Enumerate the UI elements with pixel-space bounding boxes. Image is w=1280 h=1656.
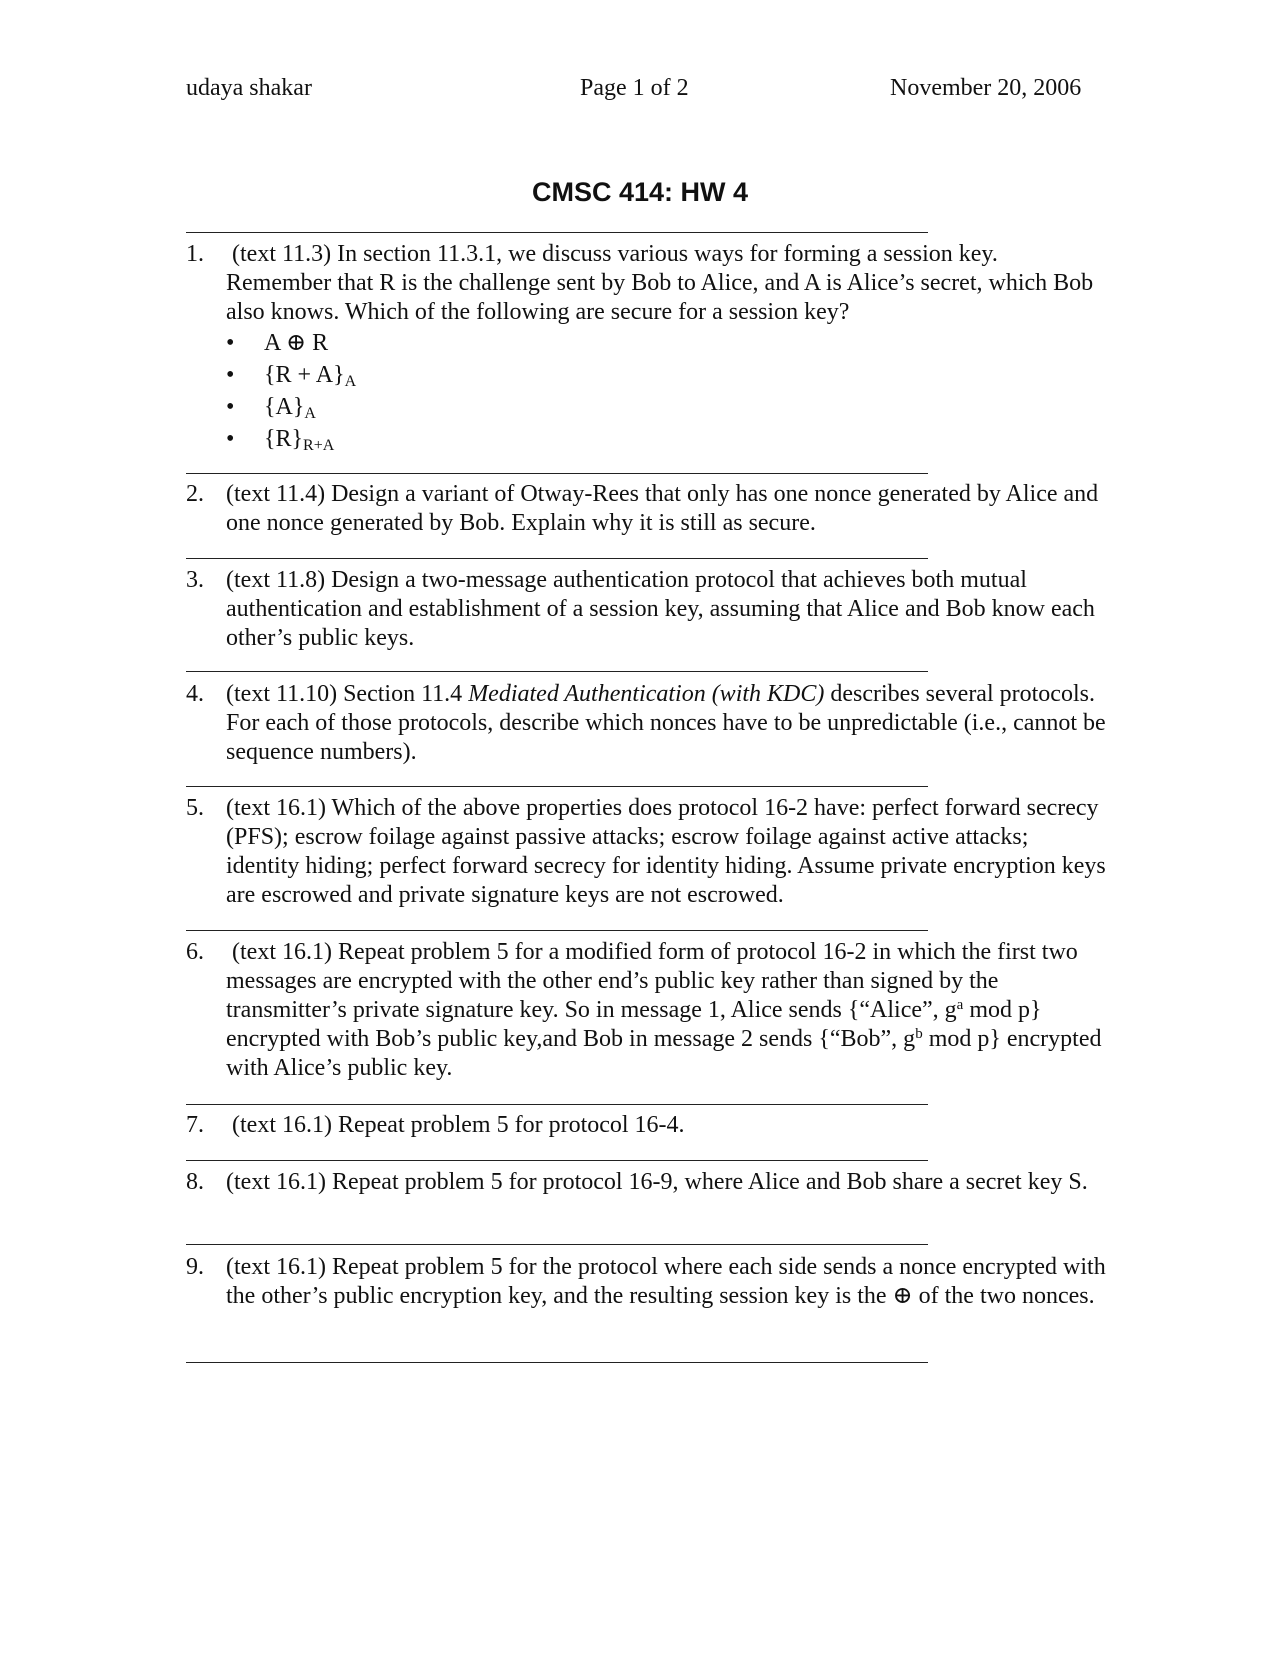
question-text: (text 16.1) Repeat problem 5 for protocol 16-9, where Alice and Bob share a secret key S. [226, 1169, 1088, 1195]
divider-rule [186, 1362, 928, 1363]
header-author: udaya shakar [186, 75, 312, 101]
question-text: (text 11.10) Section 11.4 [226, 681, 469, 707]
question-number: 5. [186, 795, 204, 821]
bullet-icon: • [226, 394, 235, 420]
list-item [226, 423, 1106, 455]
question-number: 1. [186, 241, 204, 267]
question-number: 2. [186, 481, 204, 507]
question-number: 9. [186, 1254, 204, 1280]
bullet-subscript: A [304, 405, 316, 422]
question-text: (text 16.1) Which of the above properties does protocol 16-2 have: perfect forward secrecy (PFS); escrow foilage against passive attacks; escrow foilage against active attacks; identity hiding; perfect forward secrecy for identity hiding. Assume private encryption keys are escrowed and private signature keys are not escrowed. [226, 795, 1106, 908]
question-text: mod p} encrypted with Bob’s public key,and Bob in message 2 sends {“Bob”, g [226, 997, 1042, 1052]
bullet-text: {R + A} [264, 362, 345, 388]
divider-rule [186, 1160, 928, 1161]
question-8 [186, 1168, 1106, 1197]
list-item [226, 391, 1106, 423]
question-number: 7. [186, 1112, 204, 1138]
bullet-text: {A} [264, 394, 305, 420]
question-4 [186, 680, 1106, 767]
bullet-list [226, 327, 1106, 455]
question-text-italic: Mediated Authentication (with KDC) [468, 681, 825, 707]
superscript: a [956, 997, 964, 1013]
bullet-text: A ⊕ R [264, 330, 329, 356]
bullet-subscript: A [344, 373, 357, 390]
question-text: (text 16.1) Repeat problem 5 for a modified form of protocol 16-2 in which the first two messages are encrypted with the other end’s public key rather than signed by the transmitter’s private signature key. So in message 1, Alice sends {“Alice”, g [226, 939, 1078, 1023]
question-2 [186, 480, 1106, 538]
question-number: 4. [186, 681, 204, 707]
question-text: (text 11.4) Design a variant of Otway-Rees that only has one nonce generated by Alice and one nonce generated by Bob. Explain why it is still as secure. [226, 481, 1099, 536]
superscript: b [915, 1026, 923, 1042]
list-item [226, 327, 1106, 359]
divider-rule [186, 232, 928, 233]
question-text: describes several protocols. For each of those protocols, describe which nonces have to be unpredictable (i.e., cannot be sequence numbers). [226, 681, 1106, 765]
bullet-icon: • [226, 362, 235, 388]
divider-rule [186, 1104, 928, 1105]
divider-rule [186, 473, 928, 474]
divider-rule [186, 930, 928, 931]
document-title: CMSC 414: HW 4 [531, 177, 749, 207]
list-item [226, 359, 1106, 391]
question-text: mod p} encrypted with Alice’s public key. [226, 1026, 1102, 1081]
question-1 [186, 240, 1106, 455]
question-number: 6. [186, 939, 204, 965]
divider-rule [186, 671, 928, 672]
question-6 [186, 938, 1106, 1083]
question-9 [186, 1253, 1106, 1311]
question-number: 8. [186, 1169, 204, 1195]
question-7 [186, 1111, 1106, 1140]
question-text: (text 11.8) Design a two-message authentication protocol that achieves both mutual authentication and establishment of a session key, assuming that Alice and Bob know each other’s public keys. [226, 567, 1095, 651]
header-date: November 20, 2006 [890, 75, 1082, 101]
question-number: 3. [186, 567, 204, 593]
question-5 [186, 794, 1106, 910]
question-text: (text 11.3) In section 11.3.1, we discuss various ways for forming a session key. Remember that R is the challenge sent by Bob to Alice, and A is Alice’s secret, which Bob also knows. Which of the following are secure for a session key? [226, 241, 1094, 325]
divider-rule [186, 1244, 928, 1245]
divider-rule [186, 786, 928, 787]
bullet-subscript: R+A [303, 437, 335, 454]
bullet-text: {R} [264, 426, 304, 452]
question-text: (text 16.1) Repeat problem 5 for protocol 16-4. [232, 1112, 685, 1138]
header-page-number: Page 1 of 2 [580, 75, 689, 101]
bullet-icon: • [226, 330, 235, 356]
question-text: (text 16.1) Repeat problem 5 for the protocol where each side sends a nonce encrypted with the other’s public encryption key, and the resulting session key is the ⊕ of the two nonces. [226, 1254, 1106, 1309]
question-3 [186, 566, 1106, 653]
bullet-icon: • [226, 426, 235, 452]
divider-rule [186, 558, 928, 559]
